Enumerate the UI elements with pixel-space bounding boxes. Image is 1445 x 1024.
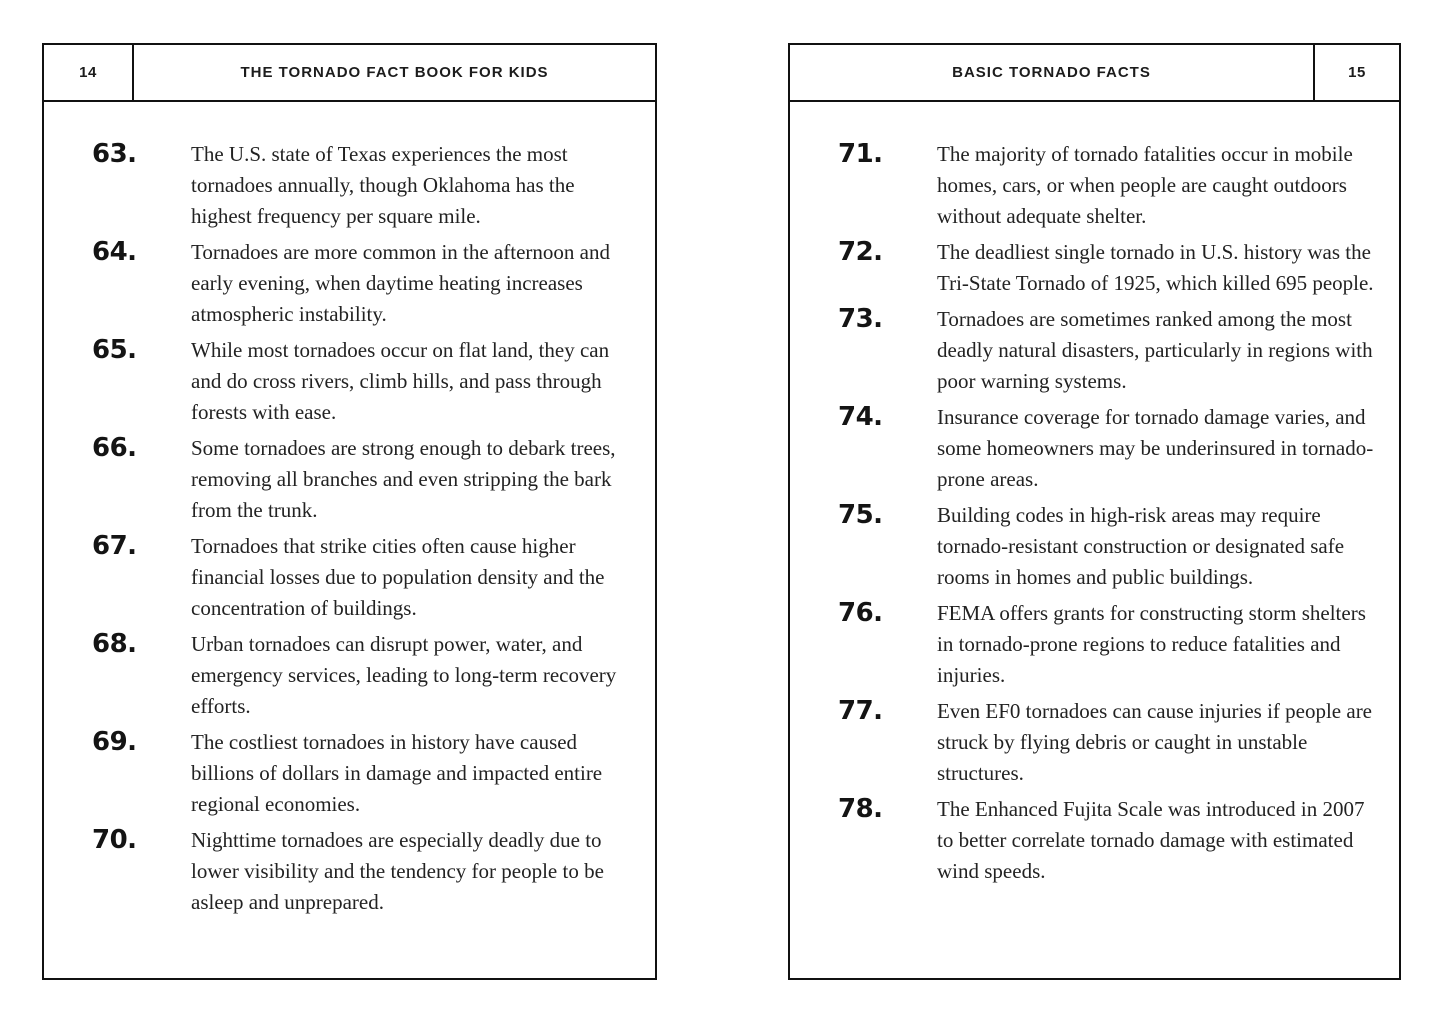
page-number-left: 14 — [44, 45, 134, 100]
fact-text: Tornadoes are sometimes ranked among the most deadly natural disasters, particularly in regions with poor warning systems. — [937, 307, 1373, 393]
fact-item — [838, 237, 1381, 299]
fact-item — [92, 237, 637, 330]
fact-item — [838, 500, 1381, 593]
fact-number: 69. — [92, 727, 137, 757]
fact-item — [92, 335, 637, 428]
page-right — [788, 43, 1401, 980]
fact-text: Tornadoes that strike cities often cause higher financial losses due to population density and the concentration of buildings. — [191, 534, 605, 620]
fact-text: Some tornadoes are strong enough to debark trees, removing all branches and even stripping the bark from the trunk. — [191, 436, 616, 522]
facts-list-left — [44, 102, 655, 918]
fact-number: 64. — [92, 237, 137, 267]
page-left — [42, 43, 657, 980]
fact-item — [92, 433, 637, 526]
fact-text: The U.S. state of Texas experiences the most tornadoes annually, though Oklahoma has the highest frequency per square mile. — [191, 142, 575, 228]
fact-number: 77. — [838, 696, 883, 726]
page-number-right: 15 — [1313, 45, 1399, 100]
fact-item — [838, 794, 1381, 887]
fact-text: The majority of tornado fatalities occur in mobile homes, cars, or when people are caught outdoors without adequate shelter. — [937, 142, 1353, 228]
fact-item — [838, 304, 1381, 397]
fact-item — [838, 696, 1381, 789]
fact-item — [838, 598, 1381, 691]
fact-item — [92, 629, 637, 722]
fact-text: Even EF0 tornadoes can cause injuries if people are struck by flying debris or caught in unstable structures. — [937, 699, 1373, 785]
fact-number: 75. — [838, 500, 883, 530]
fact-text: The costliest tornadoes in history have caused billions of dollars in damage and impacted entire regional economies. — [191, 730, 603, 816]
fact-text: Urban tornadoes can disrupt power, water, and emergency services, leading to long-term recovery efforts. — [191, 632, 617, 718]
fact-number: 63. — [92, 139, 137, 169]
fact-number: 72. — [838, 237, 883, 267]
fact-number: 70. — [92, 825, 137, 855]
fact-number: 71. — [838, 139, 883, 169]
fact-number: 76. — [838, 598, 883, 628]
fact-text: Tornadoes are more common in the afternoon and early evening, when daytime heating increases atmospheric instability. — [191, 240, 610, 326]
fact-item — [92, 727, 637, 820]
fact-number: 67. — [92, 531, 137, 561]
fact-item — [92, 531, 637, 624]
fact-text: Building codes in high-risk areas may require tornado-resistant construction or designated safe rooms in homes and public buildings. — [937, 503, 1345, 589]
fact-text: The Enhanced Fujita Scale was introduced in 2007 to better correlate tornado damage with estimated wind speeds. — [937, 797, 1365, 883]
running-head-chapter-title: BASIC TORNADO FACTS — [952, 64, 1151, 81]
page-left-header — [44, 45, 655, 102]
fact-number: 73. — [838, 304, 883, 334]
fact-item — [838, 139, 1381, 232]
fact-item — [92, 825, 637, 918]
facts-list-right — [790, 102, 1399, 887]
fact-number: 78. — [838, 794, 883, 824]
fact-number: 66. — [92, 433, 137, 463]
fact-number: 65. — [92, 335, 137, 365]
fact-text: Nighttime tornadoes are especially deadly due to lower visibility and the tendency for people to be asleep and unprepared. — [191, 828, 604, 914]
fact-text: While most tornadoes occur on flat land, they can and do cross rivers, climb hills, and pass through forests with ease. — [191, 338, 610, 424]
fact-number: 74. — [838, 402, 883, 432]
fact-number: 68. — [92, 629, 137, 659]
fact-text: The deadliest single tornado in U.S. history was the Tri-State Tornado of 1925, which killed 695 people. — [937, 240, 1374, 295]
running-head-book-title: THE TORNADO FACT BOOK FOR KIDS — [240, 64, 549, 81]
fact-item — [92, 139, 637, 232]
fact-text: FEMA offers grants for constructing storm shelters in tornado-prone regions to reduce fatalities and injuries. — [937, 601, 1366, 687]
page-right-header — [790, 45, 1399, 102]
fact-text: Insurance coverage for tornado damage varies, and some homeowners may be underinsured in tornado-prone areas. — [937, 405, 1374, 491]
fact-item — [838, 402, 1381, 495]
